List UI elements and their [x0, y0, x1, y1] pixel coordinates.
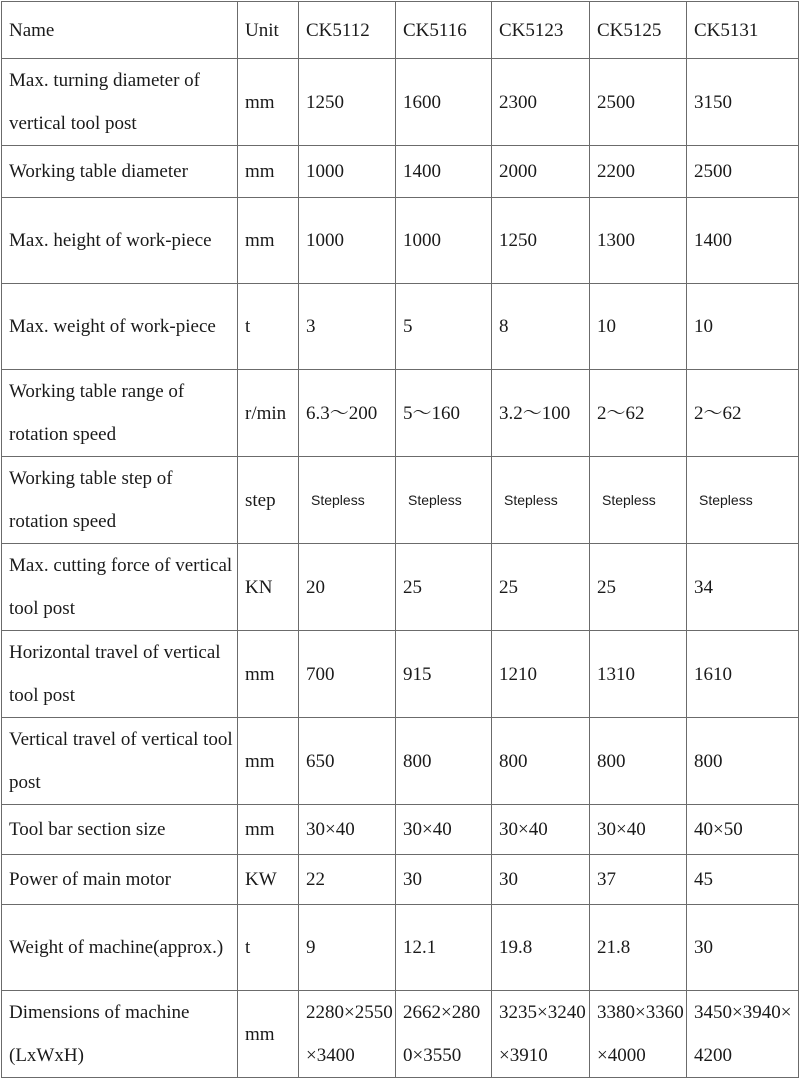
cell-value: 25 [492, 544, 590, 631]
cell-value: 34 [687, 544, 799, 631]
header-name: Name [2, 2, 238, 59]
table-row [2, 59, 799, 146]
cell-value: 1600 [396, 59, 492, 146]
header-row [2, 2, 799, 59]
cell-value: 25 [396, 544, 492, 631]
cell-value: 1210 [492, 631, 590, 718]
cell-value: 3150 [687, 59, 799, 146]
cell-value: 1300 [590, 198, 687, 284]
header-ck5112: CK5112 [299, 2, 396, 59]
cell-value: 1000 [299, 198, 396, 284]
row-unit: mm [238, 59, 299, 146]
table-row [2, 991, 799, 1078]
cell-value: 30×40 [492, 805, 590, 855]
cell-value: Stepless [687, 457, 799, 544]
row-unit: mm [238, 198, 299, 284]
cell-value: 2～62 [687, 370, 799, 457]
cell-value: 1250 [492, 198, 590, 284]
cell-value: 2200 [590, 146, 687, 198]
cell-value: 1610 [687, 631, 799, 718]
cell-value: 30 [687, 905, 799, 991]
cell-value: 6.3～200 [299, 370, 396, 457]
cell-value: 800 [590, 718, 687, 805]
table-row [2, 544, 799, 631]
header-ck5125: CK5125 [590, 2, 687, 59]
cell-value: 21.8 [590, 905, 687, 991]
row-name: Working table step of rotation speed [2, 457, 238, 544]
cell-value: 800 [492, 718, 590, 805]
cell-value: 1310 [590, 631, 687, 718]
cell-value: 5～160 [396, 370, 492, 457]
row-unit: mm [238, 991, 299, 1078]
cell-value: 915 [396, 631, 492, 718]
cell-value: 800 [687, 718, 799, 805]
cell-value: 30×40 [396, 805, 492, 855]
table-row [2, 905, 799, 991]
spec-table [1, 1, 799, 1078]
row-unit: mm [238, 805, 299, 855]
cell-value: 3235×3240×3910 [492, 991, 590, 1078]
row-unit: mm [238, 146, 299, 198]
cell-value: 1000 [396, 198, 492, 284]
cell-value: 30×40 [299, 805, 396, 855]
cell-value: 3380×3360×4000 [590, 991, 687, 1078]
cell-value: Stepless [492, 457, 590, 544]
table-row [2, 718, 799, 805]
cell-value: 10 [687, 284, 799, 370]
cell-value: 2～62 [590, 370, 687, 457]
cell-value: 800 [396, 718, 492, 805]
table-row [2, 198, 799, 284]
cell-value: Stepless [299, 457, 396, 544]
table-row [2, 631, 799, 718]
row-name: Tool bar section size [2, 805, 238, 855]
cell-value: 25 [590, 544, 687, 631]
header-unit: Unit [238, 2, 299, 59]
row-name: Max. cutting force of vertical tool post [2, 544, 238, 631]
header-ck5131: CK5131 [687, 2, 799, 59]
row-unit: KW [238, 855, 299, 905]
cell-value: 30 [396, 855, 492, 905]
table-row [2, 146, 799, 198]
row-unit: t [238, 284, 299, 370]
cell-value: 1400 [687, 198, 799, 284]
cell-value: 9 [299, 905, 396, 991]
row-unit: r/min [238, 370, 299, 457]
row-name: Max. turning diameter of vertical tool post [2, 59, 238, 146]
cell-value: 40×50 [687, 805, 799, 855]
cell-value: 650 [299, 718, 396, 805]
cell-value: 3 [299, 284, 396, 370]
cell-value: 8 [492, 284, 590, 370]
cell-value: 2300 [492, 59, 590, 146]
cell-value: 2500 [687, 146, 799, 198]
cell-value: 22 [299, 855, 396, 905]
table-row [2, 855, 799, 905]
table-row [2, 284, 799, 370]
cell-value: 10 [590, 284, 687, 370]
row-name: Weight of machine(approx.) [2, 905, 238, 991]
cell-value: 30 [492, 855, 590, 905]
cell-value: 2662×2800×3550 [396, 991, 492, 1078]
cell-value: 2500 [590, 59, 687, 146]
cell-value: 2280×2550×3400 [299, 991, 396, 1078]
cell-value: Stepless [590, 457, 687, 544]
cell-value: 45 [687, 855, 799, 905]
row-name: Working table range of rotation speed [2, 370, 238, 457]
table-row [2, 805, 799, 855]
row-unit: mm [238, 631, 299, 718]
cell-value: 20 [299, 544, 396, 631]
table-row [2, 457, 799, 544]
cell-value: Stepless [396, 457, 492, 544]
row-name: Max. height of work-piece [2, 198, 238, 284]
row-name: Dimensions of machine (LxWxH) [2, 991, 238, 1078]
row-unit: t [238, 905, 299, 991]
cell-value: 5 [396, 284, 492, 370]
row-name: Power of main motor [2, 855, 238, 905]
cell-value: 3.2～100 [492, 370, 590, 457]
cell-value: 1400 [396, 146, 492, 198]
cell-value: 1000 [299, 146, 396, 198]
row-unit: mm [238, 718, 299, 805]
row-name: Horizontal travel of vertical tool post [2, 631, 238, 718]
table-row [2, 370, 799, 457]
row-name: Vertical travel of vertical tool post [2, 718, 238, 805]
cell-value: 3450×3940×4200 [687, 991, 799, 1078]
cell-value: 12.1 [396, 905, 492, 991]
row-unit: KN [238, 544, 299, 631]
cell-value: 2000 [492, 146, 590, 198]
row-name: Working table diameter [2, 146, 238, 198]
header-ck5123: CK5123 [492, 2, 590, 59]
header-ck5116: CK5116 [396, 2, 492, 59]
cell-value: 1250 [299, 59, 396, 146]
cell-value: 37 [590, 855, 687, 905]
cell-value: 30×40 [590, 805, 687, 855]
row-name: Max. weight of work-piece [2, 284, 238, 370]
cell-value: 700 [299, 631, 396, 718]
row-unit: step [238, 457, 299, 544]
cell-value: 19.8 [492, 905, 590, 991]
